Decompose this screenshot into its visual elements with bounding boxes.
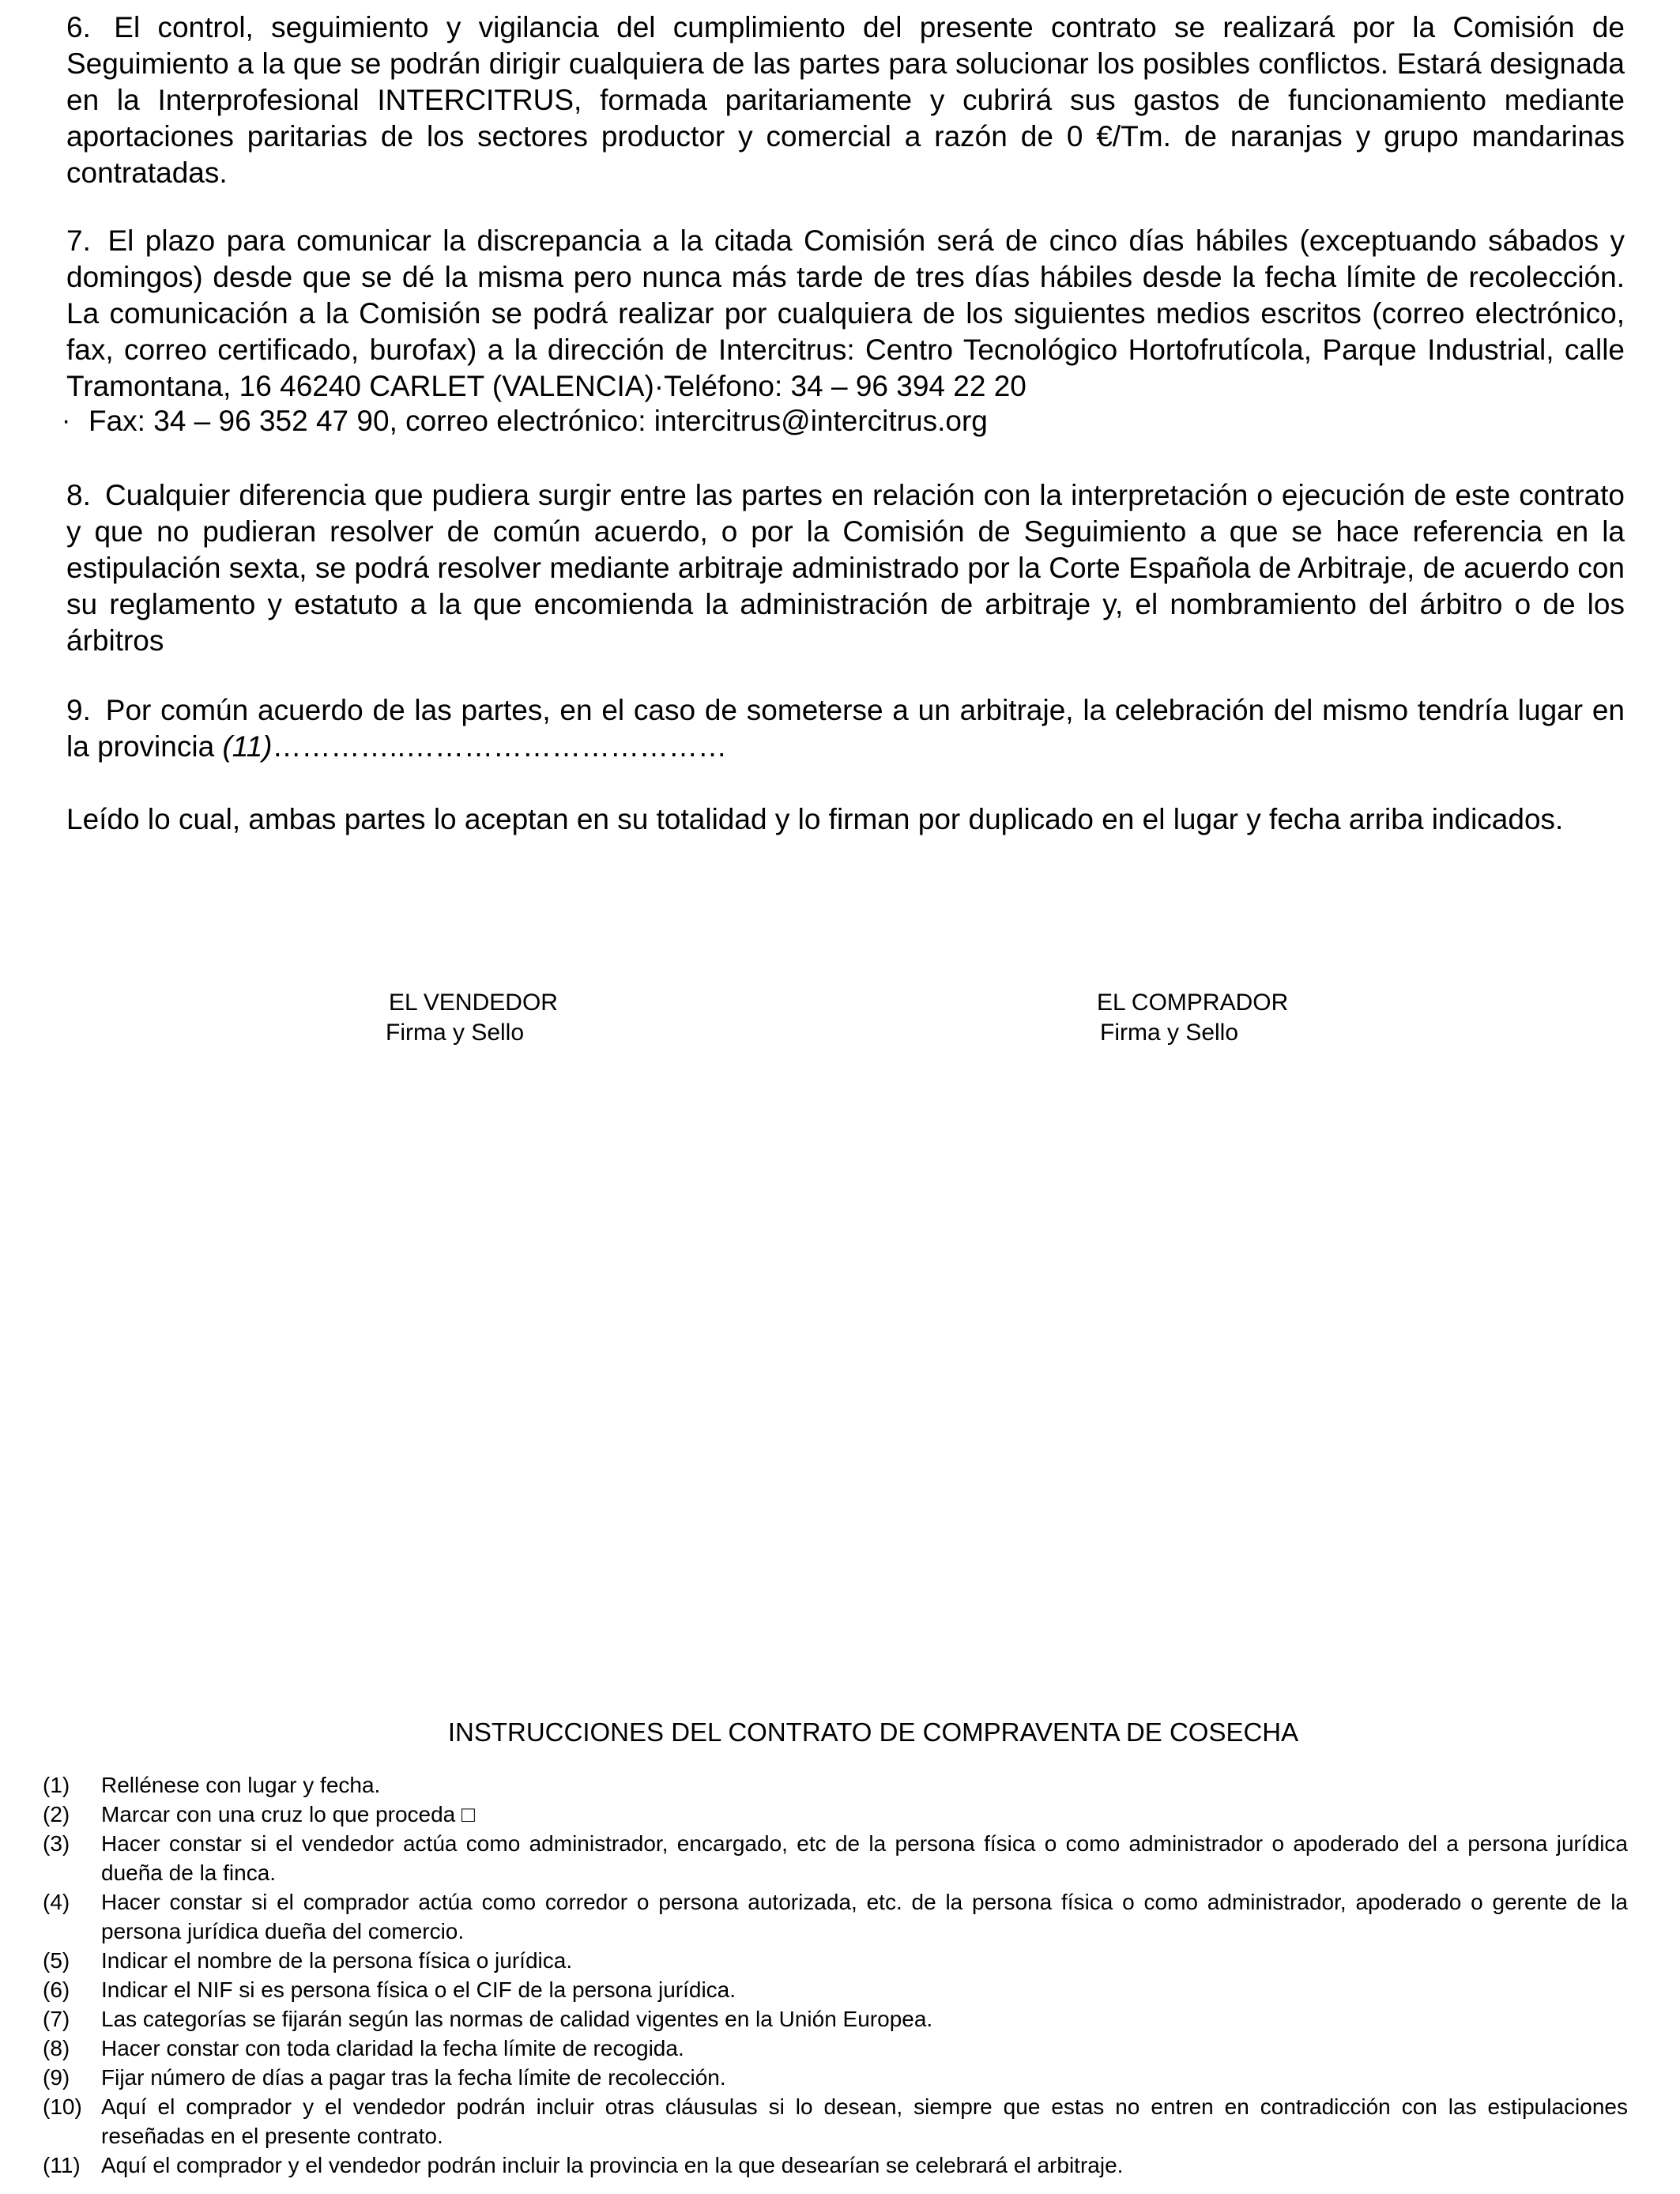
instruction-text: Marcar con una cruz lo que proceda □ [101,1802,475,1826]
instructions-title: INSTRUCCIONES DEL CONTRATO DE COMPRAVENTA DE COSECHA [447,1717,1299,1747]
seller-signature-title: EL VENDEDOR [389,990,558,1016]
seller-signature-subtitle: Firma y Sello [386,1020,525,1046]
instruction-text: Indicar el NIF si es persona física o el CIF de la persona jurídica. [101,1977,736,2002]
instruction-item [38,1975,1628,2004]
instructions-list [38,1770,1628,2180]
buyer-signature-title: EL COMPRADOR [1097,990,1289,1016]
instruction-mark: (8) [43,2036,70,2060]
clause-number: 9. [66,694,91,726]
instruction-item [38,2151,1628,2180]
instruction-text: Aquí el comprador y el vendedor podrán incluir la provincia en la que desearían se celebrará el arbitraje. [101,2153,1124,2177]
clause-text: El plazo para comunicar la discrepancia a la citada Comisión será de cinco días hábiles (exceptuando sábados y domingos) desde que se dé la misma pero nunca más tarde de tres días hábiles desde la fecha límite de recolección. La comunicación a la Comisión se podrá realizar por cualquiera de los siguientes medios escritos (correo electrónico, fax, correo certificado, burofax) a la dirección de Intercitrus: Centro Tecnológico Hortofrutícola, Parque Industrial, calle Tramontana, 16 46240 CARLET (VALENCIA)·Teléfono: 34 – 96 394 22 20 [66,224,1625,402]
instruction-mark: (9) [43,2065,70,2090]
clause-7-continuation [89,403,1625,439]
instruction-text: Las categorías se fijarán según las normas de calidad vigentes en la Unión Europea. [101,2007,933,2031]
clause-number: 8. [66,479,91,511]
instruction-item [38,1800,1628,1829]
instruction-mark: (7) [43,2007,70,2031]
instruction-mark: (1) [43,1773,70,1797]
instruction-mark: (10) [43,2094,82,2119]
instruction-text: Rellénese con lugar y fecha. [101,1773,381,1797]
buyer-signature-subtitle: Firma y Sello [1100,1020,1239,1046]
instruction-mark: (11) [43,2153,81,2177]
instruction-text: Hacer constar con toda claridad la fecha límite de recogida. [101,2036,684,2060]
instruction-mark: (2) [43,1802,70,1826]
instruction-item [38,2063,1628,2092]
closing-paragraph: Leído lo cual, ambas partes lo aceptan en su totalidad y lo firman por duplicado en el lugar y fecha arriba indicados. [66,803,1564,835]
stray-dot-mark: · [62,405,71,435]
instruction-item [38,2034,1628,2063]
clause-text: Por común acuerdo de las partes, en el caso de someterse a un arbitraje, la celebración del mismo tendría lugar en la provincia [66,694,1625,763]
instruction-item [38,2092,1628,2151]
instruction-text: Hacer constar si el vendedor actúa como administrador, encargado, etc de la persona física o como administrador o apoderado del a persona jurídica dueña de la finca. [101,1831,1628,1885]
instruction-item [38,1770,1628,1800]
instruction-mark: (6) [43,1977,70,2002]
clause-number: 6. [66,11,91,43]
instruction-mark: (5) [43,1948,70,1973]
clause-continuation-text: Fax: 34 – 96 352 47 90, correo electrónico: intercitrus@intercitrus.org [89,405,988,437]
instruction-text: Fijar número de días a pagar tras la fecha límite de recolección. [101,2065,726,2090]
instruction-text: Indicar el nombre de la persona física o jurídica. [101,1948,573,1973]
instruction-item [38,1946,1628,1975]
clause-text: Cualquier diferencia que pudiera surgir entre las partes en relación con la interpretación o ejecución de este contrato y que no pudieran resolver de común acuerdo, o por la Comisión de Seguimiento a que se hace referencia en la estipulación sexta, se podrá resolver mediante arbitraje administrado por la Corte Española de Arbitraje, de acuerdo con su reglamento y estatuto a la que encomienda la administración de arbitraje y, el nombramiento del árbitro o de los árbitros [66,479,1625,657]
instruction-item [38,1887,1628,1946]
footnote-ref: (11) [222,730,273,763]
instruction-text: Hacer constar si el comprador actúa como corredor o persona autorizada, etc. de la persona física o como administrador, apoderado o gerente de la persona jurídica dueña del comercio. [101,1890,1628,1943]
clause-6 [66,9,1625,191]
instruction-mark: (3) [43,1831,70,1856]
clause-number: 7. [66,224,91,257]
instruction-item [38,2004,1628,2034]
clause-7 [66,223,1625,405]
instruction-item [38,1829,1628,1887]
clause-8 [66,477,1625,659]
clause-9 [66,692,1625,765]
instruction-text: Aquí el comprador y el vendedor podrán incluir otras cláusulas si lo desean, siempre que estas no entren en contradicción con las estipulaciones reseñadas en el presente contrato. [101,2094,1628,2148]
clause-text: El control, seguimiento y vigilancia del cumplimiento del presente contrato se realizará por la Comisión de Seguimiento a la que se podrán dirigir cualquiera de las partes para solucionar los posibles conflictos. Estará designada en la Interprofesional INTERCITRUS, formada paritariamente y cubrirá sus gastos de funcionamiento mediante aportaciones paritarias de los sectores productor y comercial a razón de 0 €/Tm. de naranjas y grupo mandarinas contratadas. [66,11,1625,189]
instruction-mark: (4) [43,1890,70,1914]
fill-in-dots: …………..…………………………… [272,730,728,763]
